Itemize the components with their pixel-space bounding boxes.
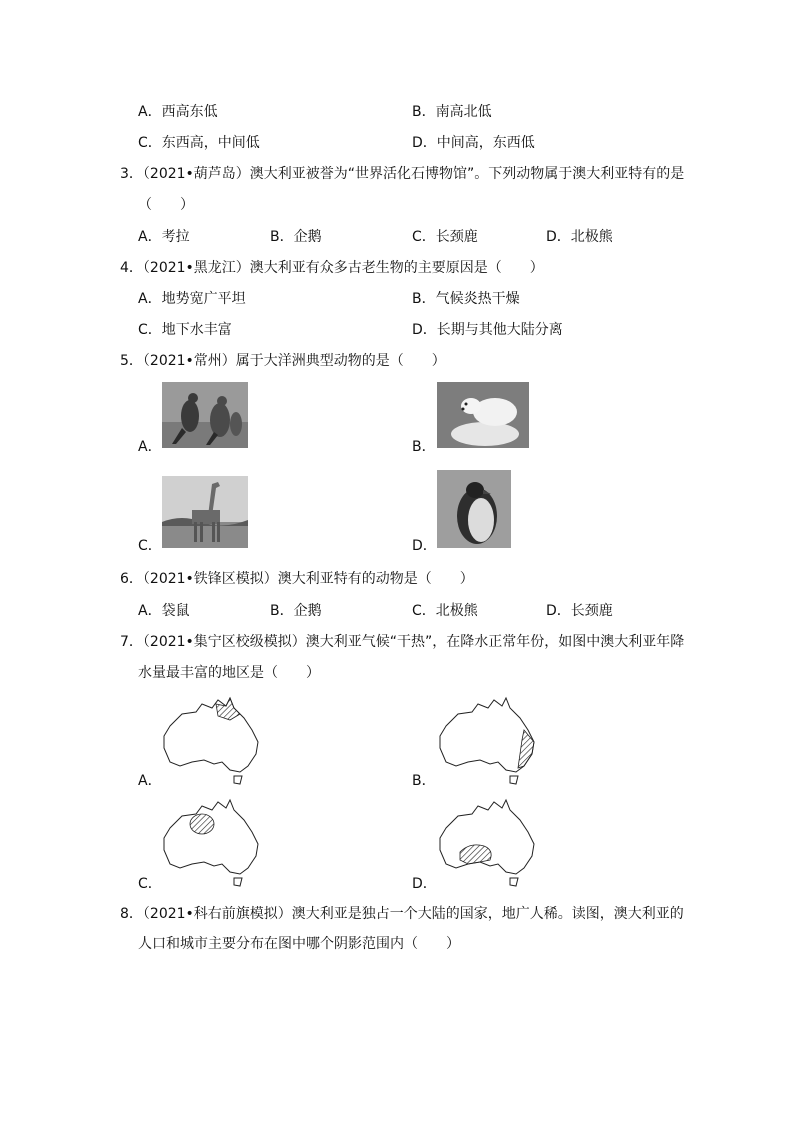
q7-option-d-label: D．	[412, 876, 437, 892]
penguin-photo	[437, 470, 511, 548]
q4-option-d: D．长期与其他大陆分离	[412, 322, 563, 338]
q2-option-a: A．西高东低	[138, 104, 218, 120]
q4-option-b: B．气候炎热干燥	[412, 291, 520, 307]
q7-stem-line1: 7．（2021•集宁区校级模拟）澳大利亚气候“干热”，在降水正常年份，如图中澳大利亚年降	[120, 634, 685, 650]
q7-option-b-label: B．	[412, 773, 436, 789]
q2-option-b: B．南高北低	[412, 104, 492, 120]
q3-option-c: C．长颈鹿	[412, 229, 478, 245]
australia-map-c	[160, 798, 264, 890]
q3-stem: 3．（2021•葫芦岛）澳大利亚被誉为“世界活化石博物馆”。下列动物属于澳大利亚特有的是	[120, 166, 685, 182]
q4-option-c: C．地下水丰富	[138, 322, 232, 338]
q2-option-c: C．东西高，中间低	[138, 135, 260, 151]
q8-stem-line1: 8．（2021•科右前旗模拟）澳大利亚是独占一个大陆的国家，地广人稀。读图，澳大利亚的	[120, 906, 684, 922]
giraffe-photo	[162, 476, 248, 548]
q7-option-c-label: C．	[138, 876, 162, 892]
polar-bear-photo	[437, 382, 529, 448]
q6-option-c: C．北极熊	[412, 603, 478, 619]
q5-stem: 5．（2021•常州）属于大洋洲典型动物的是（ ）	[120, 353, 446, 369]
q4-stem: 4．（2021•黑龙江）澳大利亚有众多古老生物的主要原因是（ ）	[120, 260, 544, 276]
australia-map-b	[436, 696, 540, 788]
q2-option-d: D．中间高，东西低	[412, 135, 535, 151]
q6-option-a: A．袋鼠	[138, 603, 190, 619]
q3-answer-paren: （ ）	[138, 197, 194, 213]
q8-stem-line2: 人口和城市主要分布在图中哪个阴影范围内（ ）	[138, 936, 460, 952]
q7-option-a-label: A．	[138, 773, 162, 789]
q5-option-a-label: A．	[138, 439, 162, 455]
q4-option-a: A．地势宽广平坦	[138, 291, 246, 307]
q6-option-b: B．企鹅	[270, 603, 322, 619]
q7-stem-line2: 水量最丰富的地区是（ ）	[138, 665, 320, 681]
q3-option-a: A．考拉	[138, 229, 190, 245]
kangaroo-photo	[162, 382, 248, 448]
q5-option-d-label: D．	[412, 538, 437, 554]
australia-map-d	[436, 798, 540, 890]
q5-option-b-label: B．	[412, 439, 436, 455]
q6-option-d: D．长颈鹿	[546, 603, 613, 619]
q6-stem: 6．（2021•铁锋区模拟）澳大利亚特有的动物是（ ）	[120, 571, 474, 587]
australia-map-a	[160, 696, 264, 788]
q3-option-b: B．企鹅	[270, 229, 322, 245]
q5-option-c-label: C．	[138, 538, 162, 554]
q3-option-d: D．北极熊	[546, 229, 613, 245]
